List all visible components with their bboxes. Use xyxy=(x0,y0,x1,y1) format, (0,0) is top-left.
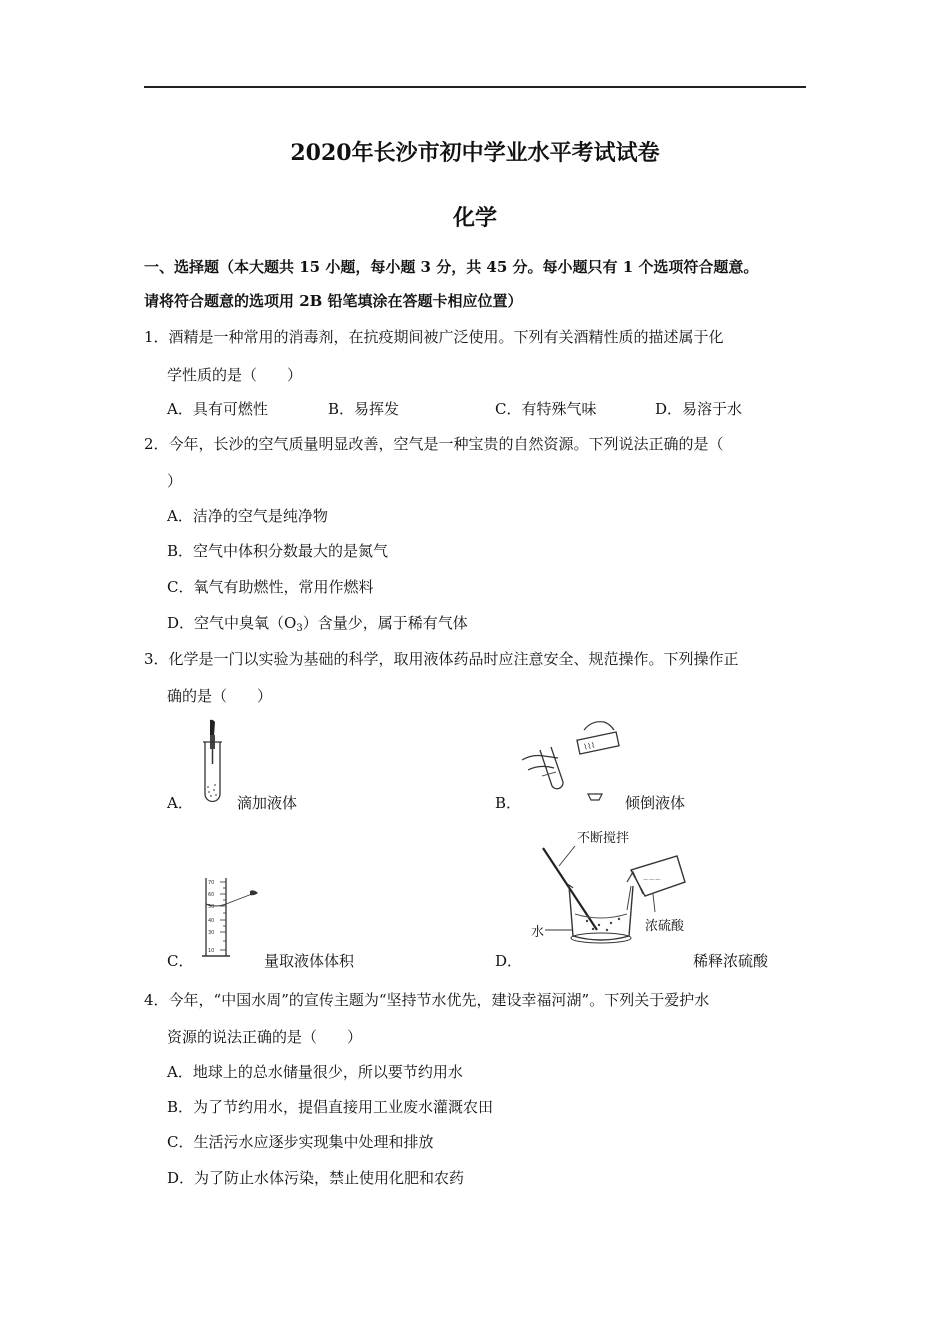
q2-option-d-subscript: 3 xyxy=(296,623,303,634)
q4-option-d: D．为了防止水体污染，禁止使用化肥和农药 xyxy=(167,1169,465,1187)
header-rule xyxy=(144,86,806,88)
dropper-test-tube-figure xyxy=(196,718,228,802)
q4-stem-line1: 4．今年，“中国水周”的宣传主题为“坚持节水优先，建设幸福河湖”。下列关于爱护水 xyxy=(144,991,710,1009)
q2-option-c: C．氧气有助燃性，常用作燃料 xyxy=(167,578,374,596)
dilute-sulfuric-acid-figure xyxy=(527,826,705,950)
q3-option-c-caption: 量取液体体积 xyxy=(264,952,355,970)
cylinder-tick-70: 70 xyxy=(208,880,215,886)
q4-option-b: B．为了节约用水，提倡直接用工业废水灌溉农田 xyxy=(167,1098,494,1116)
q2-option-d-suffix: ）含量少，属于稀有气体 xyxy=(302,614,468,632)
label-keep-stirring: 不断搅拌 xyxy=(577,831,630,846)
section-heading-line2: 请将符合题意的选项用 2B 铅笔填涂在答题卡相应位置） xyxy=(144,292,523,310)
exam-title: 2020年长沙市初中学业水平考试试卷 xyxy=(290,140,660,166)
q3-option-b-caption: 倾倒液体 xyxy=(625,794,686,812)
cylinder-tick-30: 30 xyxy=(208,930,215,936)
svg-text:～～～: ～～～ xyxy=(643,877,662,884)
q1-option-d: D．易溶于水 xyxy=(655,400,743,418)
q3-stem-line1: 3．化学是一门以实验为基础的科学，取用液体药品时应注意安全、规范操作。下列操作正 xyxy=(144,650,739,668)
label-concentrated-sulfuric-acid: 浓硫酸 xyxy=(645,919,685,934)
q3-option-a-caption: 滴加液体 xyxy=(237,794,298,812)
q2-option-a: A．洁净的空气是纯净物 xyxy=(167,507,328,525)
q1-stem-line1: 1．酒精是一种常用的消毒剂，在抗疫期间被广泛使用。下列有关酒精性质的描述属于化 xyxy=(144,328,724,346)
label-water: 水 xyxy=(531,925,545,940)
cylinder-tick-10: 10 xyxy=(208,948,215,954)
q3-option-d-letter: D． xyxy=(495,952,523,970)
section-heading-line1: 一、选择题（本大题共 15 小题，每小题 3 分，共 45 分。每小题只有 1 个选项符合题意。 xyxy=(144,258,759,276)
q3-option-d-caption: 稀释浓硫酸 xyxy=(693,952,769,970)
q2-option-d xyxy=(167,613,468,639)
q1-option-c: C．有特殊气味 xyxy=(495,400,597,418)
graduated-cylinder-figure xyxy=(196,874,262,960)
cylinder-tick-50: 50 xyxy=(208,904,215,910)
pouring-liquid-figure xyxy=(520,716,632,804)
q2-option-d-prefix: D．空气中臭氧（O xyxy=(167,614,297,632)
q1-stem-line2: 学性质的是（ ） xyxy=(167,366,303,384)
q4-option-a: A．地球上的总水储量很少，所以要节约用水 xyxy=(167,1063,463,1081)
cylinder-tick-60: 60 xyxy=(208,892,215,898)
q3-option-c-letter: C． xyxy=(167,952,194,970)
q3-option-b-letter: B． xyxy=(495,794,522,812)
q4-option-c: C．生活污水应逐步实现集中处理和排放 xyxy=(167,1133,434,1151)
cylinder-tick-40: 40 xyxy=(208,918,215,924)
q1-option-a: A．具有可燃性 xyxy=(167,400,268,418)
q2-stem-line1: 2．今年，长沙的空气质量明显改善，空气是一种宝贵的自然资源。下列说法正确的是（ xyxy=(144,435,724,453)
q3-option-a-letter: A． xyxy=(167,794,193,812)
q2-option-b: B．空气中体积分数最大的是氮气 xyxy=(167,542,389,560)
q4-stem-line2: 资源的说法正确的是（ ） xyxy=(167,1028,363,1046)
q1-option-b: B．易挥发 xyxy=(328,400,400,418)
subject-title: 化学 xyxy=(452,205,497,231)
svg-text:⌇⌇⌇: ⌇⌇⌇ xyxy=(582,740,597,752)
q2-stem-line2: ） xyxy=(167,472,183,490)
q3-stem-line2: 确的是（ ） xyxy=(167,687,273,705)
